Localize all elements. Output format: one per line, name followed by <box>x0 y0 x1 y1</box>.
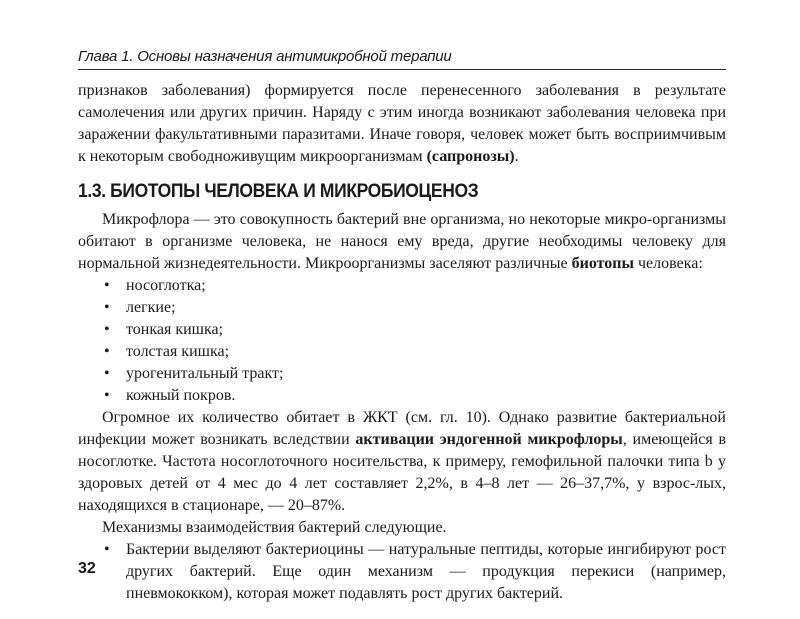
p2-bold-term: активации эндогенной микрофлоры <box>355 431 623 448</box>
intro-paragraph <box>78 80 726 168</box>
section-heading: 1.3. БИОТОПЫ ЧЕЛОВЕКА И МИКРОБИОЦЕНОЗ <box>78 181 479 202</box>
intro-text: признаков заболевания) формируется после перенесенного заболевания в результате самолечения или других причин. Наряду с этим иногда возникают заболевания человека при заражении факультативными паразитами. Иначе говоря, человек может быть восприимчивым к некоторым свободноживущим микроорганизмам <box>78 82 726 165</box>
microflora-paragraph <box>78 209 726 275</box>
p2-text: Огромное их количество обитает в ЖКТ (см. гл. 10). Однако развитие бактериальной инфекции может возникать вследствии <box>78 409 726 448</box>
intro-text-end: . <box>514 148 519 165</box>
chapter-title: Глава 1. Основы назначения антимикробной терапии <box>78 48 452 65</box>
p1-text: Микрофлора — это совокупность бактерий вне организма, но некоторые микро-организмы обитают в организме человека, не нанося ему вреда, другие необходимы человеку для нормальной жизнедеятельности. Микроорганизмы заселяют различные <box>78 211 726 272</box>
mechanisms-list <box>78 539 726 605</box>
biotopes-list <box>78 275 726 407</box>
p1-text-end: человека: <box>634 255 703 272</box>
page-number: 32 <box>78 560 96 577</box>
list-item: • толстая кишка; <box>78 341 726 363</box>
page-body <box>78 80 726 605</box>
list-item: • Бактерии выделяют бактериоцины — натуральные пептиды, которые ингибируют рост других бактерий. Еще один механизм — продукция перекиси (например, пневмококком), которая может подавлять рост других бактерий. <box>78 539 726 605</box>
list-item: • урогенитальный тракт; <box>78 363 726 385</box>
list-item: • тонкая кишка; <box>78 319 726 341</box>
p1-bold-term: биотопы <box>571 255 634 272</box>
gi-tract-paragraph <box>78 407 726 517</box>
running-header <box>78 48 726 70</box>
list-item: • кожный покров. <box>78 385 726 407</box>
list-item: • носоглотка; <box>78 275 726 297</box>
list-item: • легкие; <box>78 297 726 319</box>
intro-bold-term: (сапронозы) <box>426 148 515 165</box>
p2-text-end: , имеющейся в носоглотке. Частота носоглоточного носительства, к примеру, гемофильной палочки типа b у здоровых детей от 4 мес до 4 лет составляет 2,2%, в 4–8 лет — 26–37,7%, у взрос-лых, находящихся в стационаре, — 20–87%. <box>78 431 726 514</box>
mechanisms-intro: Механизмы взаимодействия бактерий следующие. <box>102 519 447 536</box>
